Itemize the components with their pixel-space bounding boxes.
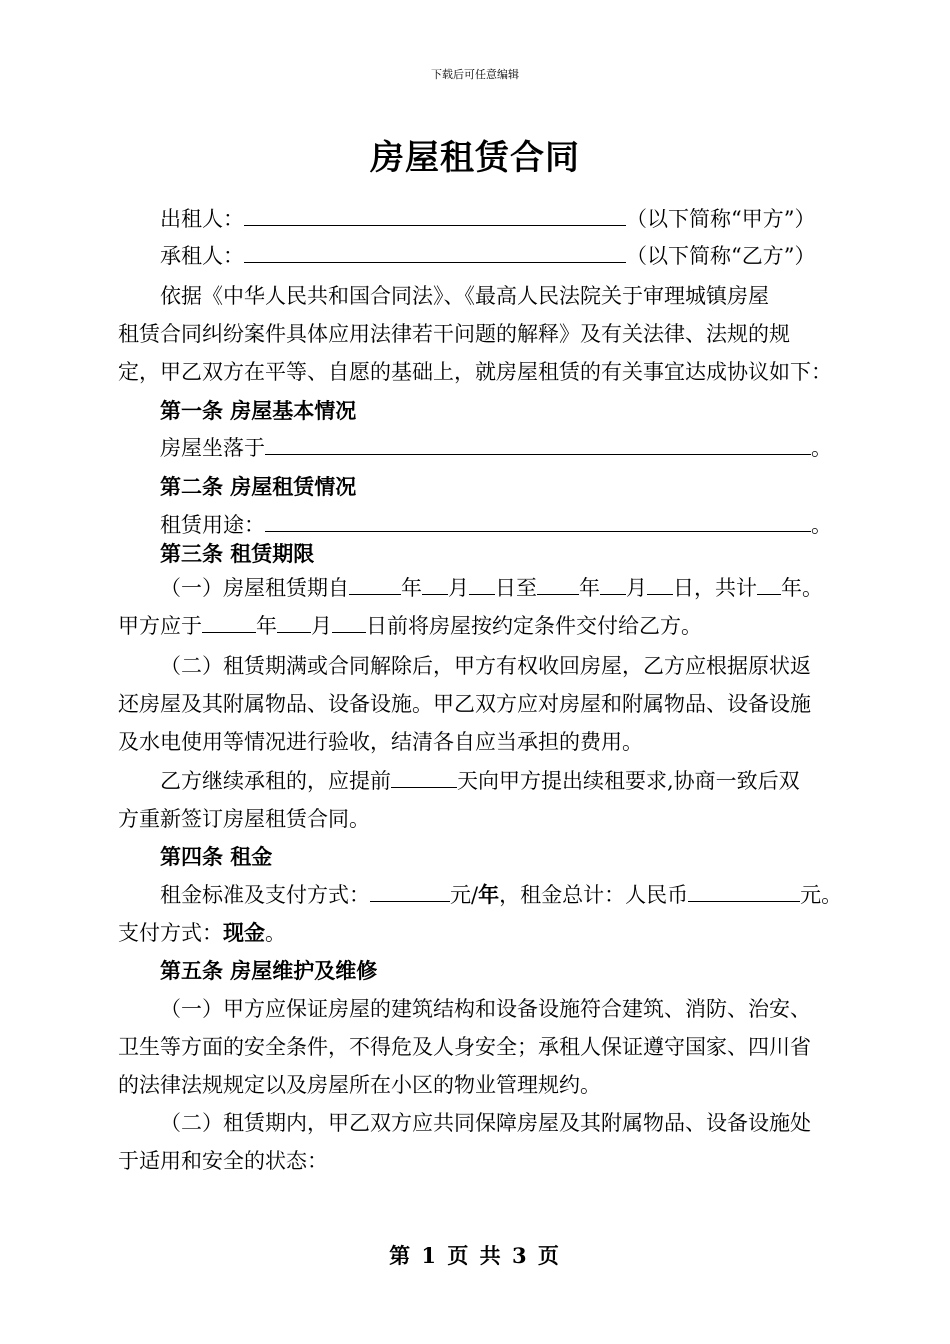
term-p2-line-1: （二）租赁期满或合同解除后，甲方有权收回房屋，乙方应根据原状返 (160, 654, 811, 678)
payment-label: 支付方式： (118, 921, 223, 945)
intro-line-1: 依据《中华人民共和国合同法》、《最高人民法院关于审理城镇房屋 (160, 284, 769, 308)
renewal-line (160, 765, 800, 795)
month-label: 月 (626, 576, 647, 600)
article-5-heading: 第五条 房屋维护及维修 (160, 958, 378, 983)
delivery-month-blank[interactable] (277, 612, 311, 633)
end-day-blank[interactable] (647, 574, 673, 595)
term-p2-line-3: 及水电使用等情况进行验收，结清各自应当承担的费用。 (118, 730, 643, 754)
payment-line (118, 917, 286, 947)
maint-p1-line-3: 的法律法规规定以及房屋所在小区的物业管理规约。 (118, 1073, 601, 1097)
lessee-label: 承租人： (160, 244, 244, 268)
month-label: 月 (448, 576, 469, 600)
article-1-heading: 第一条 房屋基本情况 (160, 398, 357, 423)
article-3-heading: 第三条 租赁期限 (160, 541, 315, 566)
use-end: 。 (811, 513, 832, 537)
rent-total-label: ，租金总计：人民币 (499, 883, 689, 907)
total-years-blank[interactable] (757, 574, 781, 595)
maint-p1-line-1: （一）甲方应保证房屋的建筑结构和设备设施符合建筑、消防、治安、 (160, 997, 811, 1021)
use-blank[interactable] (265, 511, 811, 532)
renewal-line-2: 方重新签订房屋租赁合同。 (118, 807, 370, 831)
intro-line-2: 租赁合同纠纷案件具体应用法律若干问题的解释》及有关法律、法规的规 (118, 322, 790, 346)
start-day-blank[interactable] (469, 574, 495, 595)
renewal-suffix: 天向甲方提出续租要求,协商一致后双 (457, 769, 800, 793)
start-month-blank[interactable] (422, 574, 448, 595)
rent-amount-blank[interactable] (370, 881, 450, 902)
renewal-prefix: 乙方继续承租的，应提前 (160, 769, 391, 793)
delivery-suffix: 日前将房屋按约定条件交付给乙方。 (366, 614, 702, 638)
page-footer: 第 1 页 共 3 页 (389, 1243, 561, 1268)
location-blank[interactable] (265, 434, 811, 455)
lessor-line (160, 203, 815, 233)
lessee-blank[interactable] (244, 242, 626, 263)
lessee-suffix: （以下简称“乙方”） (626, 244, 816, 268)
header-note: 下载后可任意编辑 (431, 68, 519, 81)
payment-value: 现金 (223, 920, 265, 945)
payment-end: 。 (265, 921, 286, 945)
lessor-suffix: （以下简称“甲方”） (626, 207, 816, 231)
years-end: 年。 (781, 576, 823, 600)
maint-p2-line-2: 于适用和安全的状态： (118, 1149, 328, 1173)
location-end: 。 (811, 436, 832, 460)
year-label: 年 (401, 576, 422, 600)
use-label: 租赁用途： (160, 513, 265, 537)
rent-line (160, 879, 842, 909)
article-4-heading: 第四条 租金 (160, 844, 273, 869)
end-month-blank[interactable] (600, 574, 626, 595)
term-prefix: （一）房屋租赁期自 (160, 576, 349, 600)
day-to-label: 日至 (495, 576, 537, 600)
delivery-day-blank[interactable] (332, 612, 366, 633)
lessor-blank[interactable] (244, 205, 626, 226)
start-year-blank[interactable] (349, 574, 401, 595)
location-label: 房屋坐落于 (160, 436, 265, 460)
intro-line-3: 定，甲乙双方在平等、自愿的基础上，就房屋租赁的有关事宜达成协议如下： (118, 360, 832, 384)
rent-unit: 元/ (450, 883, 479, 907)
rent-period: 年 (478, 882, 500, 907)
delivery-prefix: 甲方应于 (118, 614, 202, 638)
maint-p2-line-1: （二）租赁期内，甲乙双方应共同保障房屋及其附属物品、设备设施处 (160, 1111, 811, 1135)
rent-label: 租金标准及支付方式： (160, 883, 370, 907)
lessor-label: 出租人： (160, 207, 244, 231)
day-total-label: 日，共计 (673, 576, 757, 600)
delivery-year-blank[interactable] (202, 612, 256, 633)
month-label: 月 (311, 614, 332, 638)
term-p2-line-2: 还房屋及其附属物品、设备设施。甲乙双方应对房屋和附属物品、设备设施 (118, 692, 811, 716)
article-2-heading: 第二条 房屋租赁情况 (160, 474, 357, 499)
rent-total-blank[interactable] (688, 881, 800, 902)
lessee-line (160, 240, 815, 270)
use-line (160, 509, 832, 539)
rent-end: 元。 (800, 883, 843, 907)
delivery-line (118, 610, 702, 640)
maint-p1-line-2: 卫生等方面的安全条件，不得危及人身安全；承租人保证遵守国家、四川省 (118, 1035, 811, 1059)
year-label: 年 (256, 614, 277, 638)
term-line (160, 572, 823, 602)
contract-title: 房屋租赁合同 (370, 138, 580, 178)
renewal-days-blank[interactable] (391, 767, 457, 788)
end-year-blank[interactable] (537, 574, 579, 595)
year-label: 年 (579, 576, 600, 600)
location-line (160, 432, 832, 462)
